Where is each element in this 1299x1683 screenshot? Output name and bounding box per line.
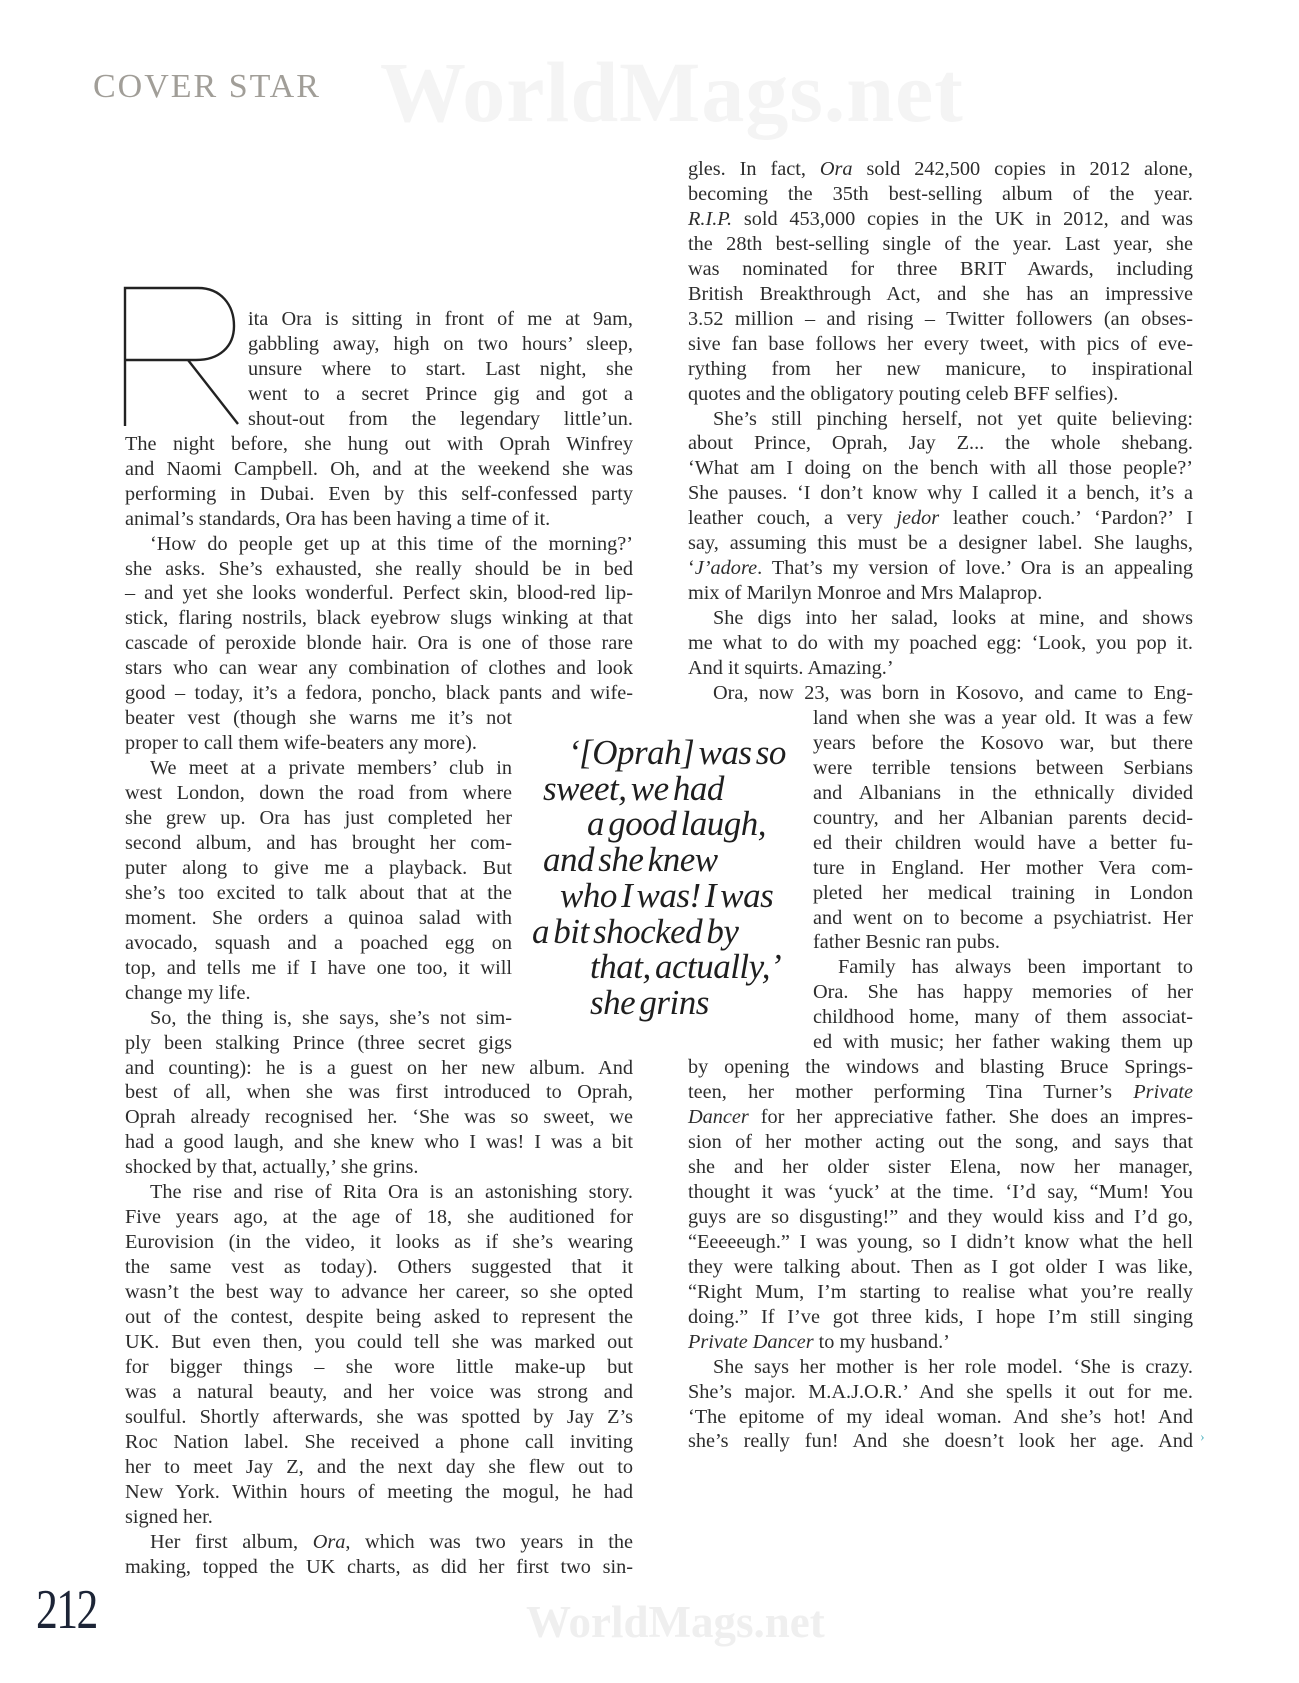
text-line: So, the thing is, she says, she’s not sim-	[150, 1006, 512, 1029]
text-line: Oprah already recognised her. ‘She was so sweet, we	[125, 1106, 633, 1129]
text-line: she asks. She’s exhausted, she really should be in bed	[125, 557, 633, 580]
text-line: signed her.	[125, 1505, 213, 1528]
pull-quote-line: a bit shocked by	[532, 911, 739, 951]
text-line: she grew up. Ora has just completed her	[125, 807, 512, 829]
text-line: childhood home, many of them associat-	[813, 1006, 1193, 1029]
italic-title: Private Dancer	[688, 1330, 814, 1353]
watermark-top: WorldMags.net	[380, 44, 964, 140]
text-line: teen, her mother performing Tina Turner’s Private	[688, 1081, 1193, 1104]
text-line: and Naomi Campbell. Oh, and at the weekend she was	[125, 457, 633, 480]
text-line: The rise and rise of Rita Ora is an astonishing story.	[150, 1181, 633, 1204]
text-line: R.I.P. sold 453,000 copies in the UK in 2012, and was	[688, 207, 1193, 230]
pull-quote-line: ‘[Oprah] was so	[568, 733, 786, 772]
text-line: Ora. She has happy memories of her	[813, 981, 1193, 1004]
italic-title: Dancer	[688, 1106, 749, 1129]
text-line: went to a secret Prince gig and got a	[248, 382, 633, 405]
text-line: was nominated for three BRIT Awards, including	[688, 257, 1193, 280]
watermark-bottom: WorldMags.net	[526, 1597, 825, 1647]
text-line: were terrible tensions between Serbians	[813, 756, 1193, 779]
text-line: proper to call them wife-beaters any more).	[125, 732, 477, 755]
italic-title: Ora	[312, 1530, 346, 1553]
pull-quote-line: sweet, we had	[543, 768, 724, 808]
text-line: years before the Kosovo war, but there	[813, 731, 1193, 754]
text-line: guys are so disgusting!” and they would kiss and I’d go,	[688, 1205, 1193, 1228]
text-line: And it squirts. Amazing.’	[688, 657, 894, 679]
text-line: best of all, when she was first introduced to Oprah,	[125, 1081, 633, 1104]
text-line: avocado, squash and a poached egg on	[125, 931, 512, 954]
text-line: they were talking about. Then as I got older I was like,	[688, 1255, 1193, 1278]
text-line: becoming the 35th best-selling album of the year.	[688, 182, 1193, 205]
text-line: Eurovision (in the video, it looks as if she’s wearing	[125, 1231, 633, 1254]
text-line: leather couch, a very jedor leather couch.’ ‘Pardon?’ I	[688, 507, 1193, 530]
text-line: gles. In fact, Ora sold 242,500 copies in 2012 alone,	[688, 158, 1193, 180]
text-line: Private Dancer to my husband.’	[688, 1330, 950, 1353]
text-line: top, and tells me if I have one too, it will	[125, 956, 512, 979]
text-line: Dancer for her appreciative father. She does an impres-	[688, 1106, 1193, 1129]
text-line: puter along to give me a playback. But	[125, 856, 512, 879]
text-line: out of the contest, despite being asked to represent the	[125, 1306, 633, 1328]
text-line: animal’s standards, Ora has been having a time of it.	[125, 507, 551, 530]
text-line: making, topped the UK charts, as did her first two sin-	[125, 1555, 633, 1578]
italic-title: Ora	[819, 158, 853, 180]
text-line: New York. Within hours of meeting the mogul, he had	[125, 1480, 633, 1503]
italic-title: jedor	[896, 507, 940, 530]
text-line: The night before, she hung out with Oprah Winfrey	[125, 432, 633, 455]
text-line: about Prince, Oprah, Jay Z... the whole shebang.	[688, 432, 1193, 455]
text-line: country, and her Albanian parents decid-	[813, 806, 1193, 829]
pull-quote-line: that, actually,’	[590, 947, 782, 987]
pull-quote-line: who I was! I was	[560, 875, 774, 915]
text-line: Her first album, Ora, which was two years in the	[150, 1530, 633, 1553]
text-line: ed their children would have a better fu-	[813, 831, 1193, 854]
text-line: ‘How do people get up at this time of the morning?’	[150, 532, 633, 555]
text-line: shocked by that, actually,’ she grins.	[125, 1156, 419, 1179]
text-line: and Albanians in the ethnically divided	[813, 781, 1193, 804]
text-line: ‘J’adore. That’s my version of love.’ Ora is an appealing	[688, 557, 1193, 580]
text-line: ply been stalking Prince (three secret gigs	[125, 1031, 512, 1054]
text-line: for bigger things – she wore little make-up but	[125, 1355, 633, 1378]
text-line: doing.” If I’ve got three kids, I hope I’m still singing	[688, 1305, 1193, 1328]
text-line: – and yet she looks wonderful. Perfect skin, blood-red lip-	[125, 582, 633, 605]
text-line: rything from her new manicure, to inspirational	[688, 357, 1193, 380]
text-line: stick, flaring nostrils, black eyebrow slugs winking at that	[125, 607, 633, 630]
text-line: was a natural beauty, and her voice was strong and	[125, 1380, 633, 1403]
text-line: she and her older sister Elena, now her manager,	[688, 1156, 1193, 1178]
text-line: unsure where to start. Last night, she	[248, 357, 633, 380]
text-line: ‘The epitome of my ideal woman. And she’s hot! And	[688, 1405, 1193, 1428]
text-line: second album, and has brought her com-	[125, 831, 512, 854]
text-line: British Breakthrough Act, and she has an impressive	[688, 282, 1193, 305]
text-line: moment. She orders a quinoa salad with	[125, 906, 512, 929]
text-line: She’s still pinching herself, not yet quite believing:	[713, 407, 1193, 430]
text-line: thought it was ‘yuck’ at the time. ‘I’d say, “Mum! You	[688, 1180, 1193, 1203]
text-line: she’s really fun! And she doesn’t look her age. And	[688, 1430, 1193, 1453]
text-line: She’s major. M.A.J.O.R.’ And she spells it out for me.	[688, 1380, 1193, 1403]
text-line: She says her mother is her role model. ‘She is crazy.	[713, 1355, 1193, 1378]
continue-arrow-icon: ›	[1200, 1430, 1205, 1445]
text-line: the 28th best-selling single of the year. Last year, she	[688, 232, 1193, 255]
text-line: UK. But even then, you could tell she was marked out	[125, 1330, 633, 1353]
text-line: ture in England. Her mother Vera com-	[813, 856, 1193, 879]
text-line: Roc Nation label. She received a phone call inviting	[125, 1430, 633, 1453]
italic-title: R.I.P.	[688, 207, 733, 230]
italic-title: Private	[1133, 1081, 1193, 1104]
text-line: good – today, it’s a fedora, poncho, black pants and wife-	[125, 682, 633, 705]
text-line: ed with music; her father waking them up	[813, 1031, 1193, 1054]
italic-title: J’adore	[694, 557, 758, 580]
pull-quote-line: a good laugh,	[587, 804, 766, 844]
text-line: me what to do with my poached egg: ‘Look, you pop it.	[688, 632, 1193, 655]
text-line: “Right Mum, I’m starting to realise what you’re really	[688, 1280, 1193, 1303]
text-line: shout-out from the legendary little’un.	[248, 407, 633, 430]
text-line: beater vest (though she warns me it’s not	[125, 707, 512, 730]
text-line: soulful. Shortly afterwards, she was spotted by Jay Z’s	[125, 1405, 633, 1428]
text-line: west London, down the road from where	[125, 782, 512, 805]
text-line: change my life.	[125, 981, 251, 1004]
text-line: sion of her mother acting out the song, and says that	[688, 1131, 1193, 1154]
text-line: father Besnic ran pubs.	[813, 931, 1000, 954]
text-line: pleted her medical training in London	[813, 881, 1193, 904]
text-line: “Eeeeeugh.” I was young, so I didn’t know what the hell	[688, 1230, 1193, 1253]
text-line: She pauses. ‘I don’t know why I called it a bench, it’s a	[688, 482, 1193, 505]
text-line: sive fan base follows her every tweet, with pics of eve-	[688, 332, 1193, 355]
text-line: She digs into her salad, looks at mine, and shows	[713, 607, 1193, 630]
text-line: she’s too excited to talk about that at the	[125, 881, 512, 904]
text-line: her to meet Jay Z, and the next day she flew out to	[125, 1455, 633, 1478]
section-title: COVER STAR	[93, 68, 321, 105]
text-line: land when she was a year old. It was a few	[813, 706, 1193, 729]
text-line: 3.52 million – and rising – Twitter followers (an obses-	[688, 307, 1193, 330]
text-line: and counting): he is a guest on her new album. And	[125, 1056, 633, 1079]
text-line: Five years ago, at the age of 18, she auditioned for	[125, 1206, 633, 1229]
text-line: quotes and the obligatory pouting celeb BFF selfies).	[688, 382, 1119, 405]
pull-quote-line: and she knew	[543, 840, 718, 880]
text-line: cascade of peroxide blonde hair. Ora is one of those rare	[125, 632, 633, 655]
text-line: say, assuming this must be a designer label. She laughs,	[688, 532, 1193, 555]
text-line: performing in Dubai. Even by this self-confessed party	[125, 482, 633, 505]
text-line: wasn’t the best way to advance her career, so she opted	[125, 1281, 633, 1304]
pull-quote-line: she grins	[590, 982, 709, 1022]
text-line: ‘What am I doing on the bench with all those people?’	[688, 457, 1193, 480]
text-line: We meet at a private members’ club in	[150, 757, 512, 780]
text-line: ita Ora is sitting in front of me at 9am,	[248, 308, 633, 330]
text-line: mix of Marilyn Monroe and Mrs Malaprop.	[688, 582, 1043, 605]
text-line: stars who can wear any combination of clothes and look	[125, 657, 633, 680]
text-line: gabbling away, high on two hours’ sleep,	[248, 332, 633, 355]
drop-cap-r	[118, 280, 248, 430]
page-number: 212	[36, 1579, 97, 1641]
text-line: Family has always been important to	[838, 956, 1193, 979]
text-line: by opening the windows and blasting Bruce Springs-	[688, 1056, 1193, 1079]
text-line: had a good laugh, and she knew who I was! I was a bit	[125, 1131, 633, 1154]
text-line: and went on to become a psychiatrist. Her	[813, 906, 1193, 929]
text-line: the same vest as today). Others suggested that it	[125, 1256, 633, 1279]
text-line: Ora, now 23, was born in Kosovo, and came to Eng-	[713, 681, 1193, 704]
